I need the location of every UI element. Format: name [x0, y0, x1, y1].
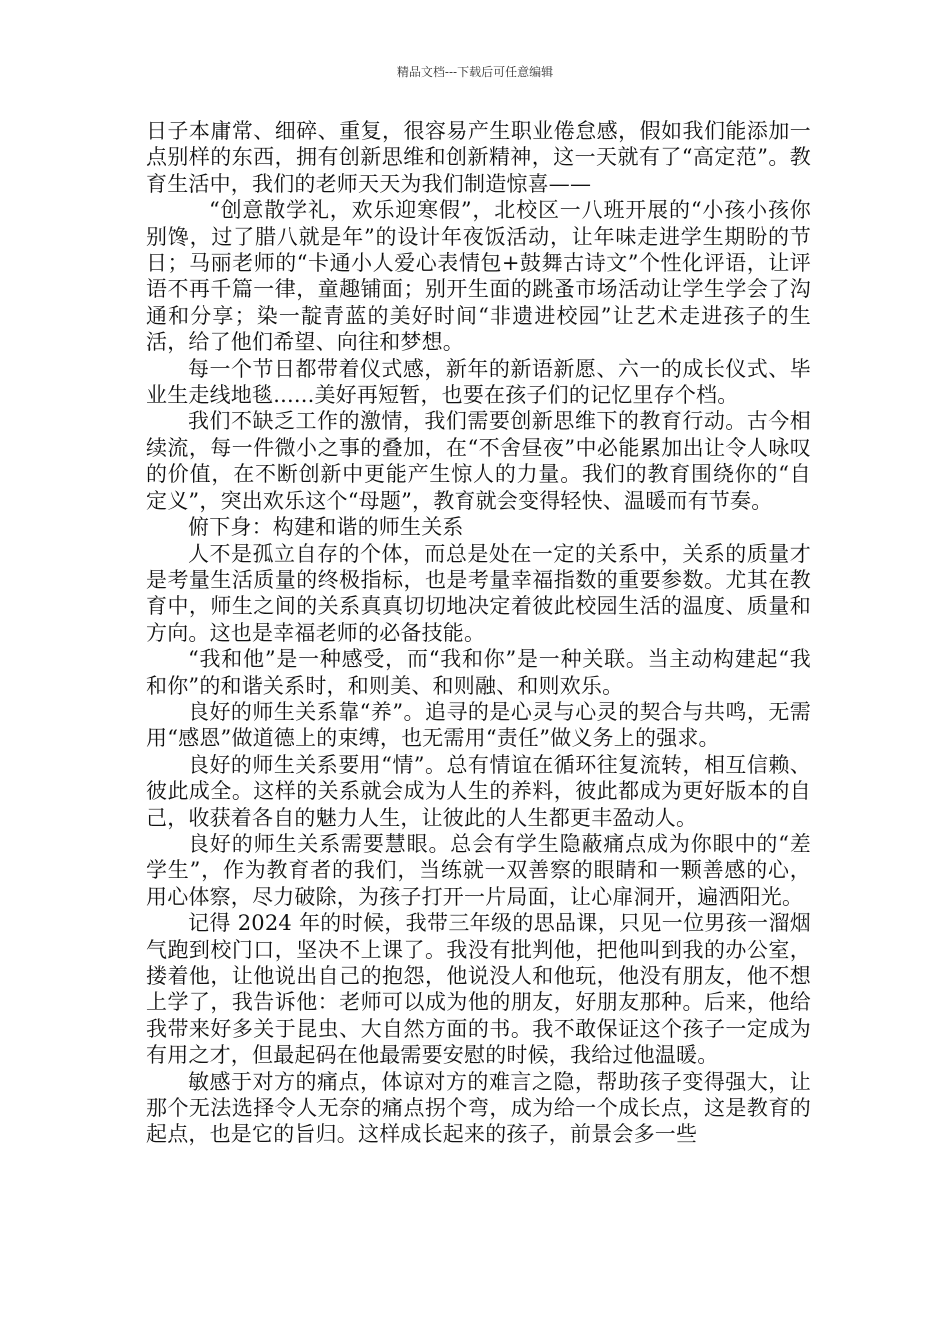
paragraph-1: 日子本庸常、细碎、重复，很容易产生职业倦怠感，假如我们能添加一点别样的东西，拥有创新思维和创新精神，这一天就有了“高定范”。教育生活中，我们的老师天天为我们制造惊喜——: [146, 119, 811, 196]
paragraph-3: 每一个节日都带着仪式感，新年的新语新愿、六一的成长仪式、毕业生走线地毯......美好再短暂，也要在孩子们的记忆里存个档。: [146, 356, 811, 408]
section-heading: 俯下身：构建和谐的师生关系: [188, 515, 464, 540]
paragraph-2: “创意散学礼，欢乐迎寒假”，北校区一八班开展的“小孩小孩你别馋，过了腊八就是年”的设计年夜饭活动，让年味走进学生期盼的节日；马丽老师的“卡通小人爱心表情包+鼓舞古诗文”个性化评语，让评语不再千篇一律，童趣铺面；别开生面的跳蚤市场活动让学生学会了沟通和分享；染一靛青蓝的美好时间“非遗进校园”让艺术走进孩子的生活，给了他们希望、向往和梦想。: [146, 198, 811, 355]
page-header: 精品文档---下载后可任意编辑: [396, 65, 554, 79]
paragraph-9: 良好的师生关系需要慧眼。总会有学生隐蔽痛点成为你眼中的“差学生”，作为教育者的我们，当练就一双善察的眼睛和一颗善感的心，用心体察，尽力破除，为孩子打开一片局面，让心扉洞开，遍洒阳光。: [146, 831, 811, 909]
paragraph-6: “我和他”是一种感受，而“我和你”是一种关联。当主动构建起“我和你”的和谐关系时，和则美、和则融、和则欢乐。: [146, 647, 811, 698]
paragraph-4: 我们不缺乏工作的激情，我们需要创新思维下的教育行动。古今相续流，每一件微小之事的叠加，在“不舍昼夜”中必能累加出让令人咏叹的价值，在不断创新中更能产生惊人的力量。我们的教育围绕你的“自定义”，突出欢乐这个“母题”，教育就会变得轻快、温暖而有节奏。: [146, 409, 811, 513]
paragraph-8: 良好的师生关系要用“情”。总有情谊在循环往复流转，相互信赖、彼此成全。这样的关系就会成为人生的养料，彼此都成为更好版本的自己，收获着各自的魅力人生，让彼此的人生都更丰盈动人。: [146, 752, 811, 830]
paragraph-10: 记得 2024 年的时候，我带三年级的思品课，只见一位男孩一溜烟气跑到校门口，坚决不上课了。我没有批判他，把他叫到我的办公室，搂着他，让他说出自己的抱怨，他说没人和他玩，他没有朋友，他不想上学了，我告诉他：老师可以成为他的朋友，好朋友那种。后来，他给我带来好多关于昆虫、大自然方面的书。我不敢保证这个孩子一定成为有用之才，但最起码在他最需要安慰的时候，我给过他温暖。: [146, 911, 811, 1068]
paragraph-11: 敏感于对方的痛点，体谅对方的难言之隐，帮助孩子变得强大，让那个无法选择令人无奈的痛点拐个弯，成为给一个成长点，这是教育的起点，也是它的旨归。这样成长起来的孩子，前景会多一些: [146, 1069, 811, 1147]
paragraph-7: 良好的师生关系靠“养”。追寻的是心灵与心灵的契合与共鸣，无需用“感恩”做道德上的束缚，也无需用“责任”做义务上的强求。: [146, 699, 811, 751]
paragraph-5: 人不是孤立自存的个体，而总是处在一定的关系中，关系的质量才是考量生活质量的终极指标，也是考量幸福指数的重要参数。尤其在教育中，师生之间的关系真真切切地决定着彼此校园生活的温度、质量和方向。这也是幸福老师的必备技能。: [146, 541, 811, 645]
document-body: [146, 118, 811, 1148]
